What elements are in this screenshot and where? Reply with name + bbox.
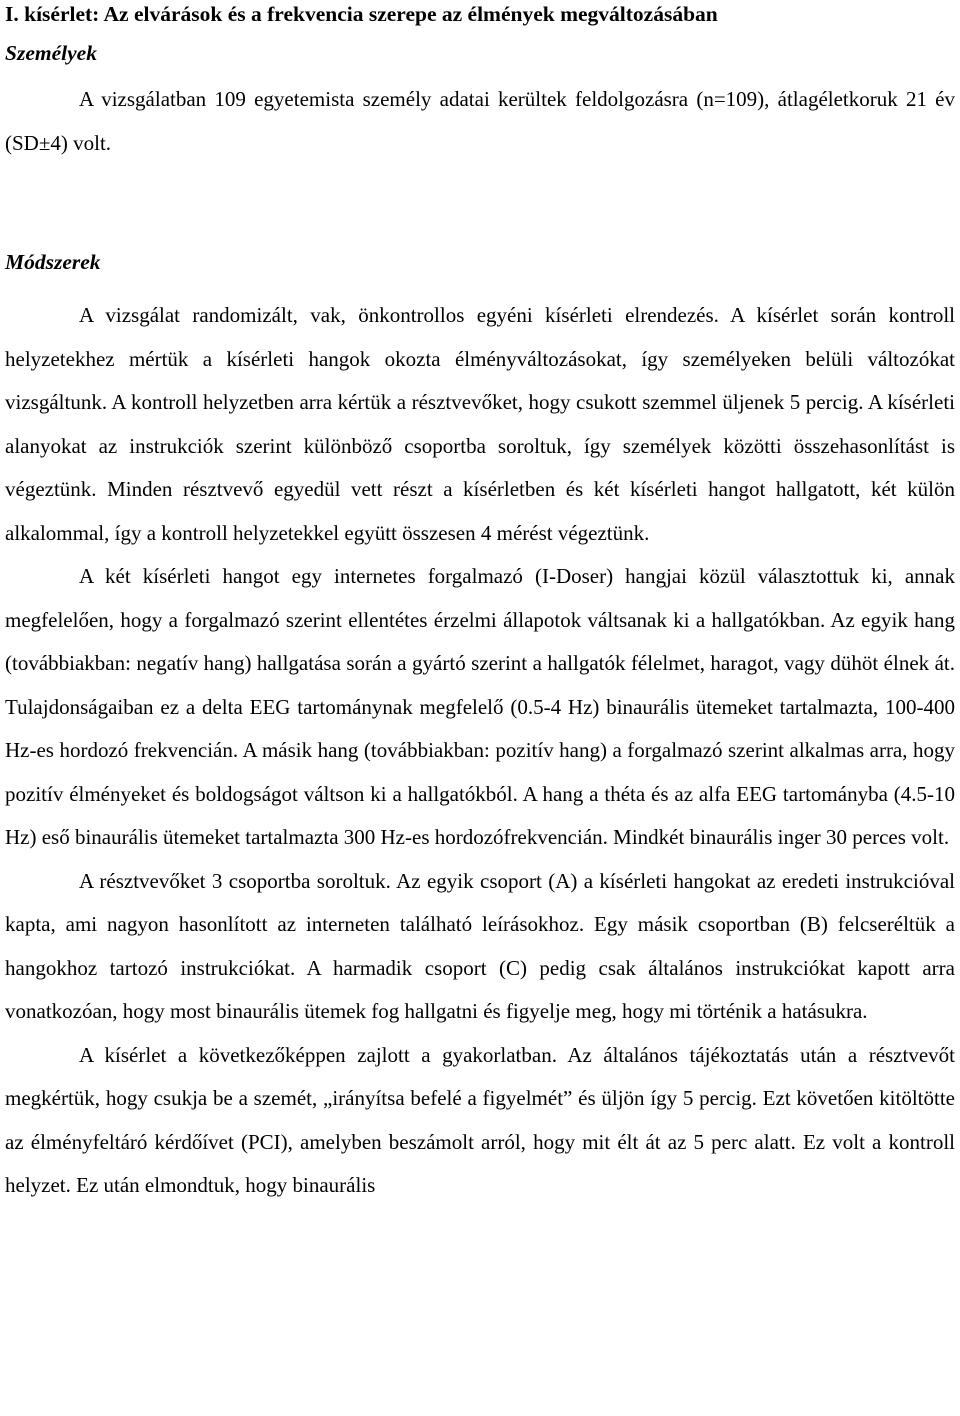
page-title: I. kísérlet: Az elvárások és a frekvencia szerepe az élmények megváltozásában xyxy=(5,2,718,26)
document-page xyxy=(5,0,955,1208)
section-heading-modszerek: Módszerek xyxy=(5,250,101,274)
section-heading-szemelyek: Személyek xyxy=(5,41,97,65)
paragraph-modszerek-sounds: A két kísérleti hangot egy internetes forgalmazó (I-Doser) hangjai közül választottuk ki, annak megfelelően, hogy a forgalmazó szerint ellentétes érzelmi állapotok váltsanak ki a hallgatókban. Az egyik hang (továbbiakban: negatív hang) hallgatása során a gyártó szerint a hallgatók félelmet, haragot, vagy dühöt élnek át. Tulajdonságaiban ez a delta EEG tartománynak megfelelő (0.5-4 Hz) binaurális ütemeket tartalmazta, 100-400 Hz-es hordozó frekvencián. A másik hang (továbbiakban: pozitív hang) a forgalmazó szerint alkalmas arra, hogy pozitív élményeket és boldogságot váltson ki a hallgatókból. A hang a théta és az alfa EEG tartományba (4.5-10 Hz) eső binaurális ütemeket tartalmazta 300 Hz-es hordozófrekvencián. Mindkét binaurális inger 30 perces volt. xyxy=(5,564,955,849)
paragraph-modszerek-procedure: A kísérlet a következőképpen zajlott a gyakorlatban. Az általános tájékoztatás után a résztvevőt megkértük, hogy csukja be a szemét, „irányítsa befelé a figyelmét” és üljön így 5 percig. Ezt követően kitöltötte az élményfeltáró kérdőívet (PCI), amelyben beszámolt arról, hogy mit élt át az 5 perc alatt. Ez volt a kontroll helyzet. Ez után elmondtuk, hogy binaurális xyxy=(5,1042,955,1197)
paragraph-modszerek-design: A vizsgálat randomizált, vak, önkontrollos egyéni kísérleti elrendezés. A kísérlet során kontroll helyzetekhez mértük a kísérleti hangok okozta élményváltozásokat, így személyeken belüli változókat vizsgáltunk. A kontroll helyzetben arra kértük a résztvevőket, hogy csukott szemmel üljenek 5 percig. A kísérleti alanyokat az instrukciók szerint különböző csoportba soroltuk, így személyek közötti összehasonlítást is végeztünk. Minden résztvevő egyedül vett részt a kísérletben és két kísérleti hangot hallgatott, két külön alkalommal, így a kontroll helyzetekkel együtt összesen 4 mérést végeztünk. xyxy=(5,303,955,545)
paragraph-modszerek-groups: A résztvevőket 3 csoportba soroltuk. Az egyik csoport (A) a kísérleti hangokat az eredeti instrukcióval kapta, ami nagyon hasonlított az interneten található leírásokhoz. Egy másik csoportban (B) felcseréltük a hangokhoz tartozó instrukciókat. A harmadik csoport (C) pedig csak általános instrukciókat kapott arra vonatkozóan, hogy most binaurális ütemek fog hallgatni és figyelje meg, hogy mi történik a hatásukra. xyxy=(5,868,955,1023)
paragraph-szemelyek: A vizsgálatban 109 egyetemista személy adatai kerültek feldolgozásra (n=109), átlagéletkoruk 21 év (SD±4) volt. xyxy=(5,87,955,155)
